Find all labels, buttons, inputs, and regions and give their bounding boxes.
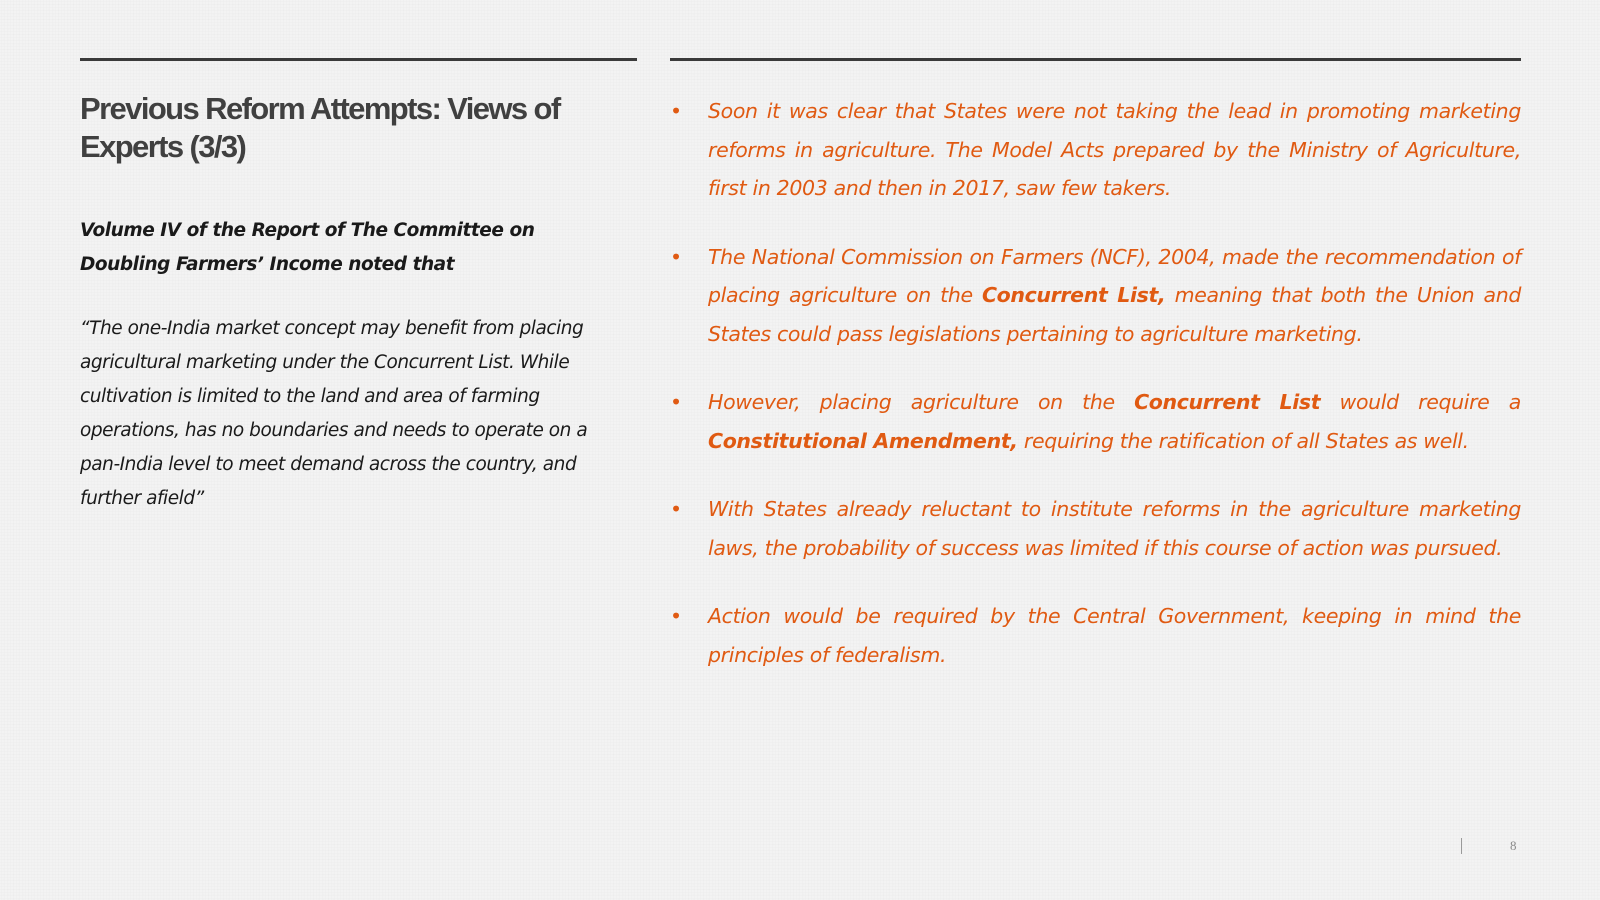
right-header-rule	[670, 58, 1521, 61]
footer-divider	[1461, 838, 1462, 854]
bullet-text: However, placing agriculture on the	[708, 390, 1135, 414]
bullet-list	[670, 92, 1521, 704]
bullet-emphasis: Concurrent List	[1134, 390, 1321, 414]
bullet-text: meaning that both the Union and States could pass legislations pertaining to agriculture marketing.	[708, 283, 1522, 346]
bullet-icon: •	[670, 99, 682, 123]
bullet-icon: •	[670, 604, 682, 628]
bullet-icon: •	[670, 390, 682, 414]
bullet-emphasis: Constitutional Amendment,	[708, 428, 1018, 453]
bullet-item	[670, 238, 1521, 354]
bullet-item	[670, 597, 1521, 674]
committee-quote: “The one-India market concept may benefit from placing agricultural marketing under the Concurrent List. While cultivation is limited to the land and area of farming operations, has no boundaries and needs to operate on a pan-India level to meet demand across the country, and further afield”	[80, 318, 588, 509]
bullet-text: requiring the ratification of all States as well.	[1017, 428, 1469, 453]
bullet-emphasis: Concurrent List,	[981, 283, 1166, 307]
bullet-icon: •	[670, 244, 682, 269]
bullet-item	[670, 383, 1521, 460]
bullet-text: With States already reluctant to institute reforms in the agriculture marketing laws, the probability of success was limited if this course of action was pursued.	[708, 497, 1521, 560]
page-number: 8	[1510, 838, 1517, 853]
left-header-rule	[80, 58, 637, 61]
bullet-text: The National Commission on Farmers (NCF), 2004, made the recommendation of placing agriculture on the	[708, 244, 1521, 307]
committee-intro: Volume IV of the Report of The Committee on Doubling Farmers’ Income noted that	[80, 220, 535, 275]
bullet-text: would require a	[1320, 390, 1521, 414]
slide-title: Previous Reform Attempts: Views of Experts (3/3)	[80, 91, 560, 164]
bullet-text: Soon it was clear that States were not taking the lead in promoting marketing reforms in agriculture. The Model Acts prepared by the Ministry of Agriculture, first in 2003 and then in 2017, saw few takers.	[708, 99, 1521, 200]
bullet-icon: •	[670, 497, 682, 521]
bullet-item	[670, 92, 1521, 208]
bullet-item	[670, 490, 1521, 567]
bullet-text: Action would be required by the Central Government, keeping in mind the principles of federalism.	[708, 604, 1521, 667]
